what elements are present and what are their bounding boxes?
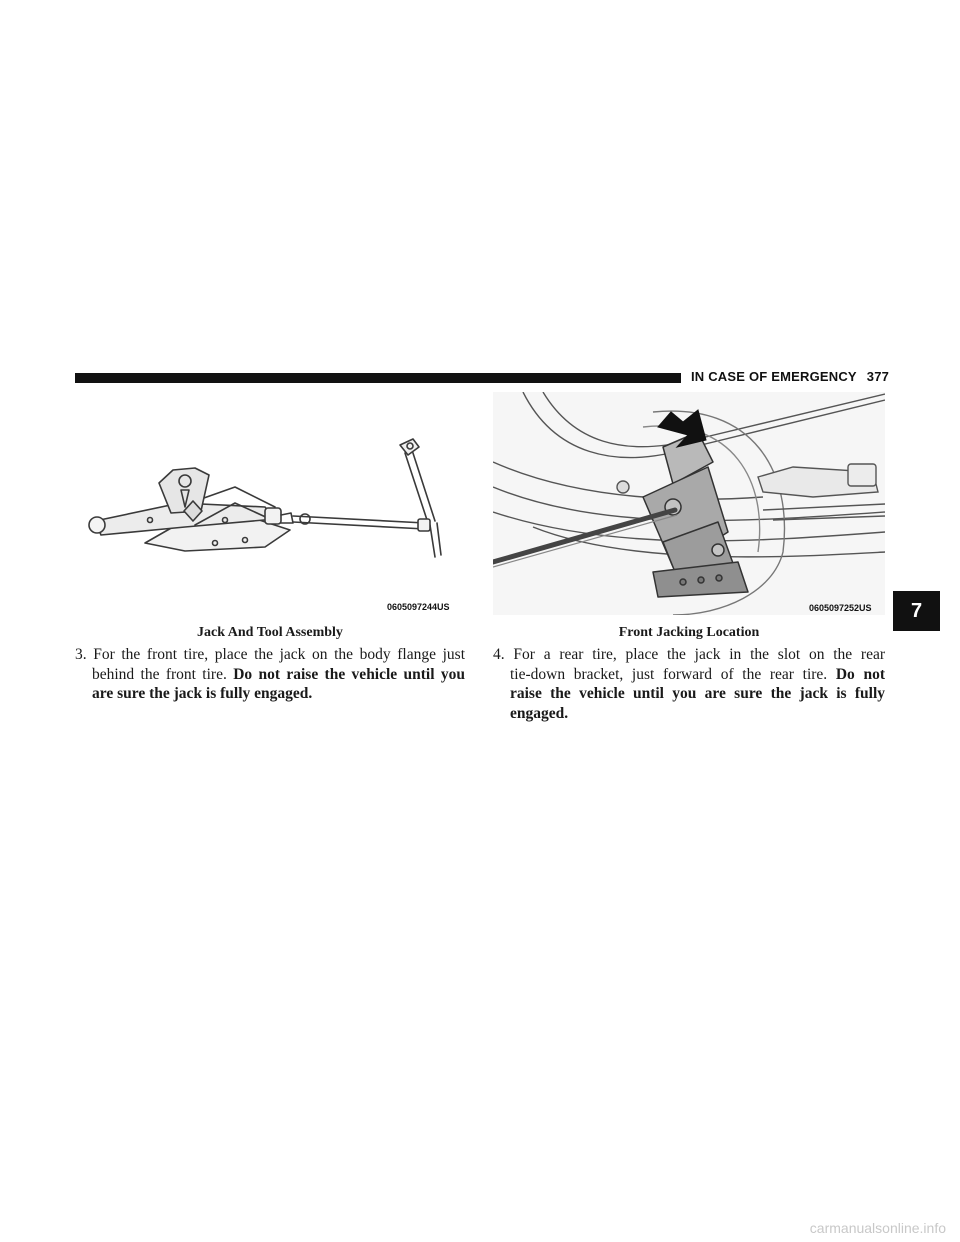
figure-code: 0605097244US bbox=[387, 602, 450, 612]
section-title: IN CASE OF EMERGENCY bbox=[691, 369, 857, 384]
figure-caption: Jack And Tool Assembly bbox=[197, 625, 343, 640]
chapter-tab: 7 bbox=[893, 591, 940, 631]
step-line: raise the vehicle until you are sure the jack is fully bbox=[510, 685, 885, 702]
figure-code: 0605097252US bbox=[809, 603, 872, 613]
watermark[interactable]: carmanualsonline.info bbox=[809, 1220, 946, 1236]
page-number: 377 bbox=[866, 369, 890, 384]
header-rule bbox=[75, 373, 681, 383]
step-line: 4. For a rear tire, place the jack in the slot on the rear bbox=[493, 646, 885, 663]
figure-jack-and-tool-assembly bbox=[75, 395, 465, 615]
figure-caption: Front Jacking Location bbox=[618, 625, 760, 640]
step-line: 3. For the front tire, place the jack on the body flange just bbox=[75, 646, 465, 663]
step-line: engaged. bbox=[510, 704, 569, 722]
step-4-text bbox=[493, 645, 885, 723]
jack-and-lug-wrench-icon bbox=[75, 395, 465, 615]
step-line: behind the front tire. Do not raise the vehicle until you bbox=[92, 665, 466, 683]
step-line: are sure the jack is fully engaged. bbox=[92, 685, 313, 702]
step-number: 3. bbox=[75, 646, 87, 663]
figure-front-jacking-location bbox=[493, 392, 885, 615]
step-3-text bbox=[75, 645, 465, 704]
jack-under-vehicle-icon bbox=[493, 392, 885, 615]
step-line: tie-down bracket, just forward of the rear tire. Do not bbox=[510, 665, 885, 683]
step-number: 4. bbox=[493, 646, 505, 663]
running-header bbox=[691, 369, 889, 384]
